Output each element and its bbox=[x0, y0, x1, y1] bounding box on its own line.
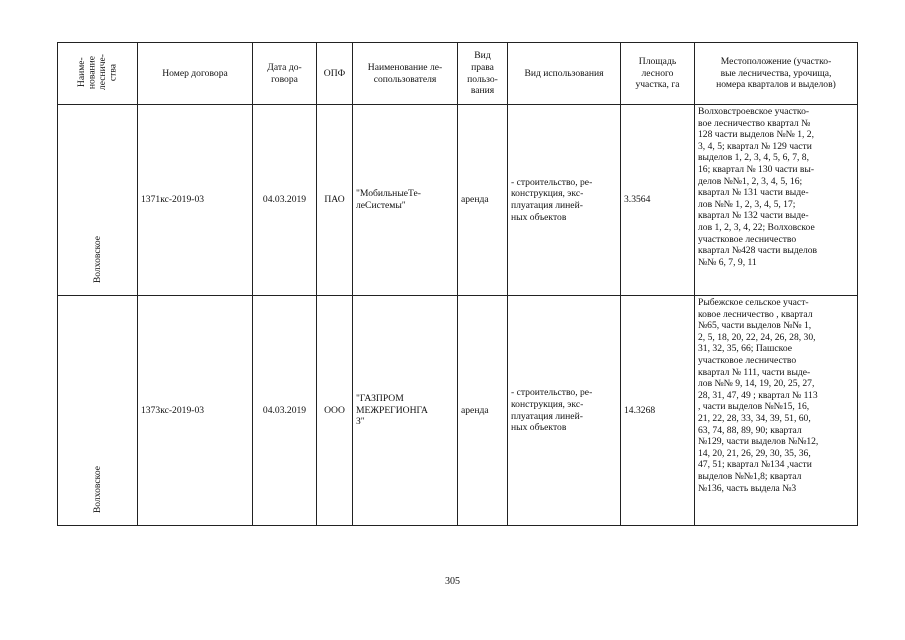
header-location: Местоположение (участко- вые лесничества, урочища, номера кварталов и выделов) bbox=[695, 43, 858, 105]
header-opf: ОПФ bbox=[317, 43, 353, 105]
cell-opf: ПАО bbox=[317, 105, 353, 296]
cell-right: аренда bbox=[458, 296, 508, 526]
lease-table bbox=[57, 42, 858, 526]
cell-location: Волховстроевское участко- вое лесничество квартал № 128 части выделов №№ 1, 2, 3, 4, 5; квартал № 129 части выделов 1, 2, 3, 4, 5, 6, 7, 8, 16; квартал № 130 части вы- делов №№1, 2, 3, 4, 5, 16; квартал № 131 части выде- лов №№ 1, 2, 3, 4, 5, 17; квартал № 132 части выде- лов 1, 2, 3, 4, 22; Волховское участковое лесничество квартал №428 части выделов №№ 6, 7, 9, 11 bbox=[695, 105, 858, 296]
cell-user: "ГАЗПРОМ МЕЖРЕГИОНГА З" bbox=[353, 296, 458, 526]
cell-date: 04.03.2019 bbox=[253, 105, 317, 296]
cell-area: 14.3268 bbox=[621, 296, 695, 526]
header-date: Дата до- говора bbox=[253, 43, 317, 105]
cell-contract-no: 1373кс-2019-03 bbox=[138, 296, 253, 526]
cell-location: Рыбежское сельское участ- ковое лесничество , квартал №65, части выделов №№ 1, 2, 5, 18, 20, 22, 24, 26, 28, 30, 31, 32, 35, 66; Пашское участковое лесничество квартал № 111, части выде- лов №№ 9, 14, 19, 20, 25, 27, 28, 31, 47, 49 ; квартал № 113 , части выделов №№15, 16, 21, 22, 28, 33, 34, 39, 51, 60, 63, 74, 88, 89, 90; квартал №129, части выделов №№12, 14, 20, 21, 26, 29, 30, 35, 36, 47, 51; квартал №134 ,части выделов №№1,8; квартал №136, часть выдела №3 bbox=[695, 296, 858, 526]
table-row bbox=[58, 105, 858, 296]
cell-use: - строительство, ре- конструкция, экс- плуатация линей- ных объектов bbox=[508, 105, 621, 296]
cell-forestry bbox=[58, 105, 138, 296]
cell-contract-no: 1371кс-2019-03 bbox=[138, 105, 253, 296]
cell-area: 3.3564 bbox=[621, 105, 695, 296]
header-contract-no: Номер договора bbox=[138, 43, 253, 105]
table-row bbox=[58, 296, 858, 526]
header-forestry-label: Наиме- нование лесниче- ства bbox=[75, 53, 118, 90]
header-forestry bbox=[58, 43, 138, 105]
header-row bbox=[58, 43, 858, 105]
page-number: 305 bbox=[445, 576, 460, 587]
cell-opf: ООО bbox=[317, 296, 353, 526]
forestry-name: Волховское bbox=[91, 236, 103, 284]
cell-date: 04.03.2019 bbox=[253, 296, 317, 526]
header-right: Вид права пользо- вания bbox=[458, 43, 508, 105]
header-user: Наименование ле- сопользователя bbox=[353, 43, 458, 105]
cell-right: аренда bbox=[458, 105, 508, 296]
cell-forestry bbox=[58, 296, 138, 526]
cell-use: - строительство, ре- конструкция, экс- плуатация линей- ных объектов bbox=[508, 296, 621, 526]
header-use: Вид использования bbox=[508, 43, 621, 105]
forestry-name: Волховское bbox=[91, 466, 103, 514]
cell-user: "МобильныеТе- леСистемы" bbox=[353, 105, 458, 296]
header-area: Площадь лесного участка, га bbox=[621, 43, 695, 105]
